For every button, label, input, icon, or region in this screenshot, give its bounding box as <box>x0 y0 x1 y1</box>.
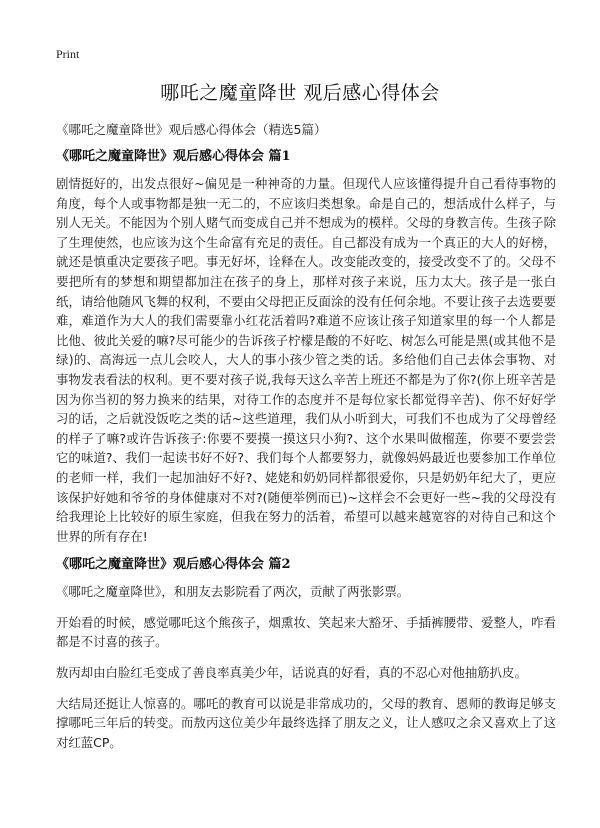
section-1-paragraph-1: 剧情挺好的，出发点很好~偏见是一种神奇的力量。但现代人应该懂得提升自己看待事物的角度，每个人或事物都是独一无二的，不应该归类想象。命是自己的，想活成什么样子，与别人无关。不能因为个别人赌气而变成自己并不想成为的模样。父母的身教言传。生孩子除了生理使然，也应该为这个生命富有充足的责任。自己都没有成为一个真正的大人的好榜，就还是慎重决定要孩子吧。事无好坏，诠释在人。改变能改变的，接受改变不了的。父母不要把所有的梦想和期望都加注在孩子的身上，那样对孩子来说，压力太大。孩子是一张白纸，请给他随风飞舞的权利，不要由父母把正反面涂的没有任何余地。不要让孩子去选要要难，难道作为大人的我们需要靠小红花活着吗?难道不应该让孩子知道家里的每一个人都是比他、彼此关爱的嘛?尽可能少的告诉孩子柠檬是酸的不好吃、树怎么可能是黑(或其他不是绿)的、高海远一点儿会咬人，大人的事小孩少管之类的话。多给他们自己去体会事物、对事物发表看法的权利。更不要对孩子说,我每天这么辛苦上班还不都是为了你?(你上班辛苦是因为你当初的努力换来的结果，对待工作的态度并不是每位家长都觉得辛苦)、你不好好学习的话，之后就没饭吃之类的话~这些道理，我们从小听到大，可我们不也成为了父母曾经的样子了嘛?或许告诉孩子:你要不要摸一摸这只小狗?、这个水果叫做榴莲，你要不要尝尝它的味道?、我们一起读书好不好?、我们每个人都要努力，就像妈妈最近也要参加工作单位的老师一样，我们一起加油好不好?、姥姥和奶奶同样都很爱你，只是奶奶年纪大了，更应该保护好她和爷爷的身体健康对不对?(随便举例而已)~这样会不会更好一些~我的父母没有给我理论上比较好的原生家庭，但我在努力的活着，希望可以越来越宽容的对待自己和这个世界的所有存在! <box>56 176 556 544</box>
page-title: 哪吒之魔童降世 观后感心得体会 <box>160 82 440 104</box>
section-2-paragraph-4: 大结局还挺让人惊喜的。哪吒的教育可以说是非常成功的，父母的教育、恩师的教诲足够支撑哪吒三年后的转变。而敖丙这位美少年最终选择了朋友之义，让人感叹之余又喜欢上了这对红蓝CP。 <box>56 695 556 750</box>
section-2-paragraph-2: 开始看的时候，感觉哪吒这个熊孩子，烟熏妆、笑起来大豁牙、手插裤腰带、爱整人，咋看都是不讨喜的孩子。 <box>56 614 556 650</box>
section-heading-1: 《哪吒之魔童降世》观后感心得体会 篇1 <box>56 149 291 164</box>
article-body <box>56 148 556 763</box>
print-link[interactable]: Print <box>56 47 80 61</box>
section-2-paragraph-3: 敖丙却由白脸红毛变成了善良率真美少年，话说真的好看，真的不忍心对他抽筋扒皮。 <box>56 665 527 681</box>
document-subtitle: 《哪吒之魔童降世》观后感心得体会（精选5篇） <box>56 122 327 137</box>
section-2-paragraph-1: 《哪吒之魔童降世》，和朋友去影院看了两次，贡献了两张影票。 <box>56 584 410 600</box>
section-heading-2: 《哪吒之魔童降世》观后感心得体会 篇2 <box>56 557 291 573</box>
